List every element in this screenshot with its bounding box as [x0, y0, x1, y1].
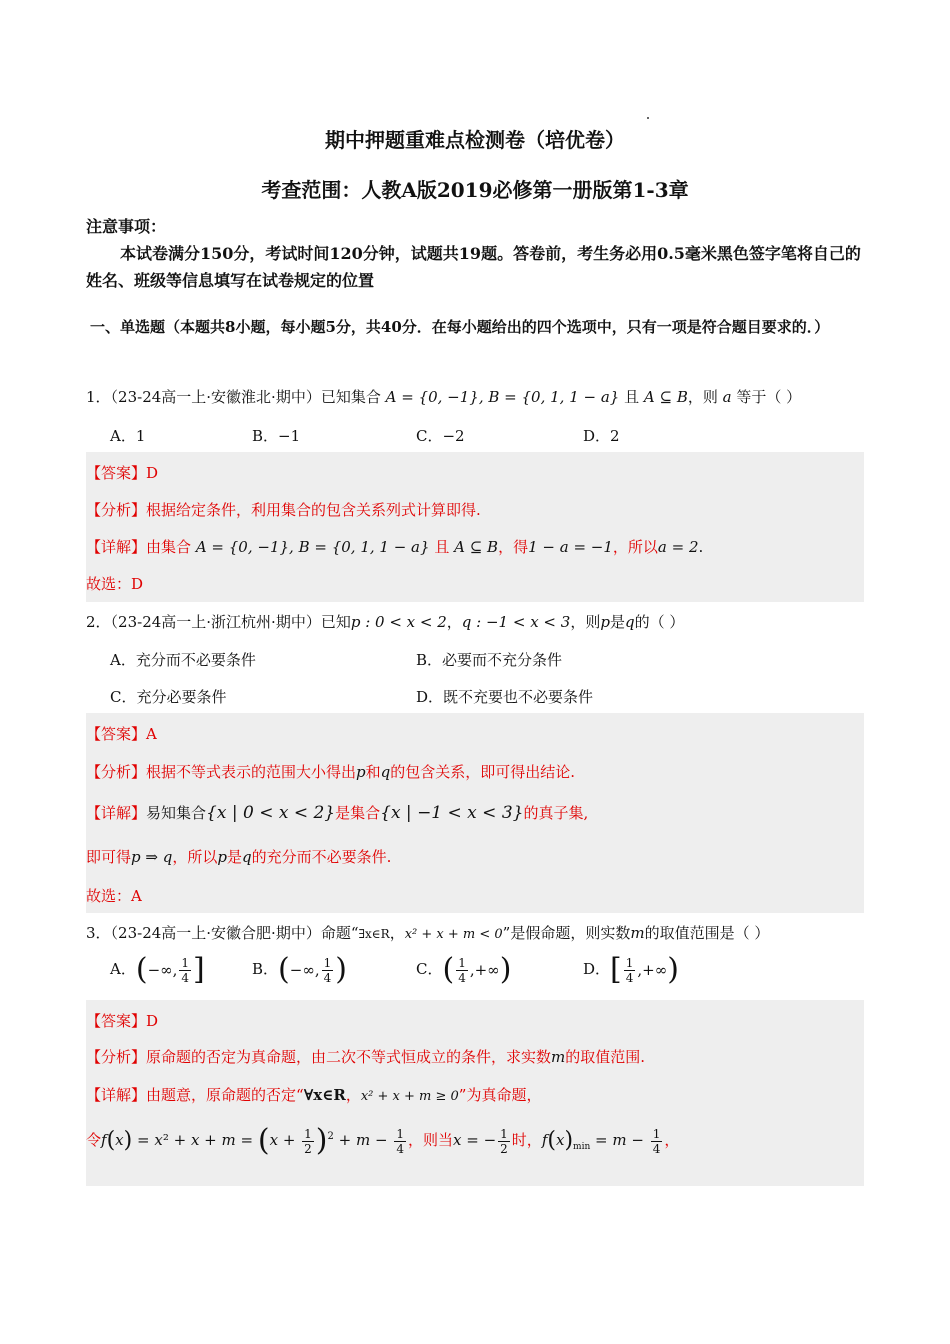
q1-var: a: [722, 388, 732, 406]
stray-dot: [647, 117, 649, 119]
q2-detail-set1: {x | 0 < x < 2}: [206, 803, 336, 823]
q2-text: ，: [446, 613, 462, 631]
q2-detail-math: p ⇒ q: [131, 848, 173, 866]
q3-analysis: 原命题的否定为真命题，由二次不等式恒成立的条件，求实数: [146, 1048, 552, 1066]
q2-var-p: p: [217, 848, 227, 866]
q1-analysis: 根据给定条件，利用集合的包含关系列式计算即得.: [146, 501, 481, 519]
q2-detail-set2: {x | −1 < x < 3}: [380, 803, 524, 823]
q1-detail-math: A ⊆ B: [454, 538, 499, 556]
q1-detail-text: .: [698, 538, 704, 556]
q1-option-c[interactable]: C．−2: [416, 427, 465, 445]
q2-detail-text: 的充分而不必要条件.: [251, 848, 392, 866]
q1-choice: D: [131, 575, 144, 593]
q2-detail-text: 的真子集,: [523, 804, 589, 822]
q1-answer-line: [86, 462, 158, 483]
q1-option-a[interactable]: A．1: [110, 427, 146, 445]
q3-detail-text: 由题意，原命题的否定“: [146, 1086, 304, 1104]
q2-choice-line: [86, 885, 142, 906]
q1-text: ，则: [687, 388, 718, 406]
choice-label: 故选：: [86, 887, 132, 905]
q2-var-p: p: [356, 763, 366, 781]
page-subtitle: 考查范围：人教A版2019必修第一册版第1-3章: [261, 178, 689, 202]
q1-suffix: 等于（ ）: [736, 388, 802, 406]
q3-solution-box: [86, 1000, 864, 1186]
q2-var-q: q: [380, 763, 391, 781]
q3-detail-math: x² + x + m ≥ 0: [360, 1089, 459, 1104]
q3-detail-line: [86, 1084, 541, 1105]
q3-analysis: 的取值范围.: [565, 1048, 646, 1066]
q2-detail-text: ，所以: [172, 848, 218, 866]
q1-option-b[interactable]: B．−1: [252, 427, 301, 445]
q3-exists: ∃x∈R: [358, 927, 390, 941]
detail-label: 【详解】: [86, 1086, 147, 1104]
detail-label: 【详解】: [86, 538, 147, 556]
q2-detail-text: 即可得: [86, 848, 132, 866]
q1-prefix: 1．（23-24高一上·安徽淮北·期中）已知集合: [86, 388, 381, 406]
q3-answer: D: [146, 1012, 159, 1030]
q2-detail-text: 易知集合: [146, 804, 207, 822]
q2-var-q: q: [241, 848, 252, 866]
q2-answer-line: [86, 723, 157, 744]
q2-analysis: 根据不等式表示的范围大小得出: [146, 763, 357, 781]
q3-option-a[interactable]: A．(−∞, $\frac{1}{4}$ ]: [110, 952, 205, 987]
q1-option-d[interactable]: D．2: [583, 427, 620, 445]
q2-var-q: q: [624, 613, 635, 631]
q1-solution-box: [86, 452, 864, 602]
q3-detail-text: 令: [86, 1131, 102, 1149]
q2-choice: A: [131, 887, 142, 905]
q2-analysis: 的包含关系，即可得出结论.: [390, 763, 576, 781]
q3-option-d-label: D．: [583, 960, 611, 978]
notice-body: 本试卷满分150分，考试时间120分钟，试题共19题。答卷前，考生务必用0.5毫米黑色签字笔将自己的姓名、班级等信息填写在试卷规定的位置: [86, 244, 861, 290]
section-heading: 一、单选题（本题共8小题，每小题5分，共40分．在每小题给出的四个选项中，只有一项是符合题目要求的．）: [90, 318, 830, 336]
q3-text: ”是假命题，则实数: [502, 924, 631, 942]
q3-option-b[interactable]: B．(−∞, $\frac{1}{4}$ ): [252, 952, 347, 987]
q1-choice-line: [86, 573, 143, 594]
q3-prefix: 3．（23-24高一上·安徽合肥·期中）命题“: [86, 924, 359, 942]
q3-x-value: x = − $\frac{1}{2}$: [453, 1126, 508, 1156]
question-1: [86, 386, 801, 407]
q3-option-c-label: C．: [416, 960, 443, 978]
q3-option-d[interactable]: D．[ $\frac{1}{4}$ ,+∞): [583, 952, 679, 987]
q1-detail-text: 且: [434, 538, 450, 556]
q2-text: 是: [609, 613, 625, 631]
q1-detail-math: a = 2: [657, 538, 699, 556]
q3-detail-text: 时，: [511, 1131, 542, 1149]
q2-suffix: 的（ ）: [634, 613, 685, 631]
q2-answer: A: [146, 725, 157, 743]
q2-math-p: p : 0 < x < 2: [350, 613, 447, 631]
q2-analysis-line: [86, 761, 575, 782]
q3-detail-line-2: [86, 1123, 680, 1158]
q3-detail-text: ，: [664, 1131, 680, 1149]
q2-prefix: 2．（23-24高一上·浙江杭州·期中）已知: [86, 613, 351, 631]
q3-answer-line: [86, 1010, 158, 1031]
q2-option-d[interactable]: D．既不充要也不必要条件: [416, 688, 594, 706]
q3-analysis-line: [86, 1046, 645, 1067]
answer-label: 【答案】: [86, 725, 147, 743]
q3-text: ，: [389, 924, 405, 942]
q3-fx-expression: f(x) = x² + x + m = (x + $\frac{1}{2}$ )$^2$ + m − $\frac{1}{4}$: [101, 1123, 404, 1158]
q1-math-sets: A = {0, −1}, B = {0, 1, 1 − a}: [385, 388, 620, 406]
q1-detail-math: A = {0, −1}, B = {0, 1, 1 − a}: [195, 538, 430, 556]
q2-math-q: q : −1 < x < 3: [461, 613, 571, 631]
q1-detail-line: [86, 536, 703, 557]
q1-analysis-line: [86, 499, 481, 520]
choice-label: 故选：: [86, 575, 132, 593]
q3-forall: ∀x∈R: [303, 1086, 346, 1104]
q3-detail-text: ，: [345, 1086, 361, 1104]
answer-label: 【答案】: [86, 464, 147, 482]
q1-detail-math: 1 − a = −1: [528, 538, 613, 556]
q2-detail-text: 是集合: [335, 804, 381, 822]
q2-solution-box: [86, 713, 864, 913]
answer-label: 【答案】: [86, 1012, 147, 1030]
detail-label: 【详解】: [86, 804, 147, 822]
q3-fmin-expression: $f(x)_{min} = m$ − $\frac{1}{4}$: [541, 1126, 661, 1156]
q3-option-c[interactable]: C．( $\frac{1}{4}$ ,+∞): [416, 952, 512, 987]
q1-math-subset: A ⊆ B: [643, 388, 688, 406]
analysis-label: 【分析】: [86, 1048, 147, 1066]
q3-detail-text: ，则当: [407, 1131, 453, 1149]
q2-option-c[interactable]: C．充分必要条件: [110, 688, 227, 706]
q1-detail-text: 由集合: [146, 538, 192, 556]
q1-text: 且: [624, 388, 640, 406]
question-3: [86, 922, 769, 943]
q1-detail-text: ，所以: [612, 538, 658, 556]
q2-detail-line: [86, 802, 588, 823]
q1-answer: D: [146, 464, 159, 482]
question-2: [86, 611, 684, 632]
q3-math: x² + x + m < 0: [404, 927, 503, 942]
q2-detail-text: 是: [226, 848, 242, 866]
analysis-label: 【分析】: [86, 763, 147, 781]
page-title: 期中押题重难点检测卷（培优卷）: [325, 128, 625, 152]
q2-option-a[interactable]: A．充分而不必要条件: [110, 651, 256, 669]
analysis-label: 【分析】: [86, 501, 147, 519]
notice-heading: 注意事项：: [86, 217, 167, 236]
q3-var: m: [551, 1048, 566, 1066]
q3-suffix: 的取值范围是（ ）: [644, 924, 770, 942]
q3-option-a-label: A．: [110, 960, 136, 978]
q3-var: m: [630, 924, 645, 942]
q3-detail-text: ”为真命题，: [458, 1086, 542, 1104]
q2-text: ，则: [570, 613, 601, 631]
q3-option-b-label: B．: [252, 960, 279, 978]
q2-detail-line-2: [86, 846, 391, 867]
q2-option-b[interactable]: B．必要而不充分条件: [416, 651, 563, 669]
q1-detail-text: ，得: [498, 538, 529, 556]
q2-var-p: p: [600, 613, 610, 631]
q2-analysis: 和: [365, 763, 381, 781]
